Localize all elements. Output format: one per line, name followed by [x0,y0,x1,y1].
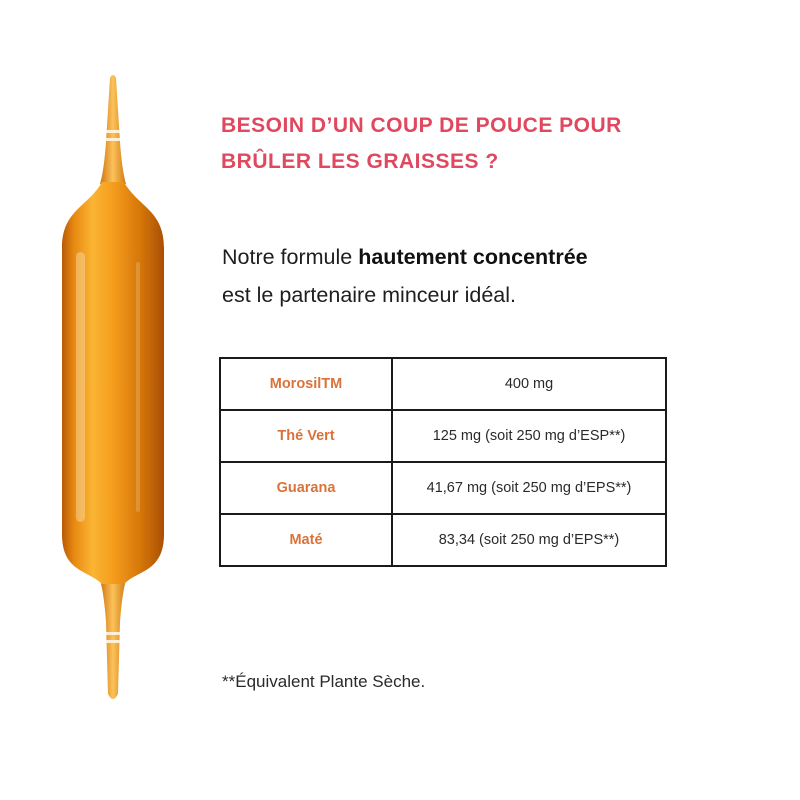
table-row [220,410,666,462]
ingredient-dose: 41,67 mg (soit 250 mg d’EPS**) [392,462,666,514]
footnote: **Équivalent Plante Sèche. [222,672,426,691]
intro-line-2: est le partenaire minceur idéal. [222,283,516,307]
ingredient-name: Guarana [220,462,392,514]
ingredients-table [219,357,667,567]
headline-line-2: BRÛLER LES GRAISSES ? [221,150,499,173]
ingredient-dose: 400 mg [392,358,666,410]
table-row [220,514,666,566]
headline-line-1: BESOIN D’UN COUP DE POUCE POUR [221,114,622,137]
table-row [220,462,666,514]
ampoule-image [48,72,178,708]
table-row [220,358,666,410]
ingredient-dose: 125 mg (soit 250 mg d’ESP**) [392,410,666,462]
intro-part-1: Notre formule [222,245,359,269]
ingredient-name: Maté [220,514,392,566]
headline [221,108,681,180]
ingredient-name: MorosilTM [220,358,392,410]
intro-text [222,238,692,314]
intro-bold: hautement concentrée [358,245,588,269]
ingredient-name: Thé Vert [220,410,392,462]
ingredient-dose: 83,34 (soit 250 mg d’EPS**) [392,514,666,566]
